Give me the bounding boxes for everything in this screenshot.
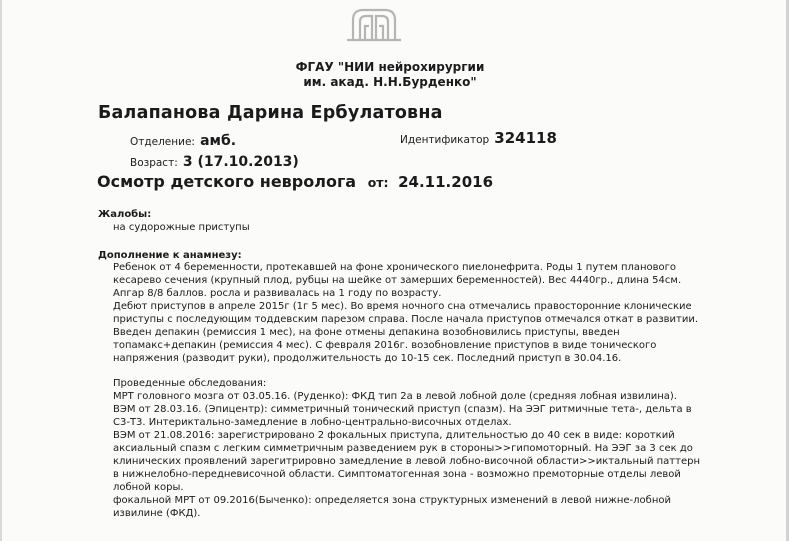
exam-line: ВЭМ от 28.03.16. (Эпицентр): симметричный тонический приступ (спазм). На ЭЭГ ритмичные тета-, дельта в: [113, 404, 692, 415]
age-label: Возраст:: [130, 157, 178, 169]
organization-name-line2: им. акад. Н.Н.Бурденко": [303, 75, 477, 89]
exam-line: в нижнелобно-передневисочной области. Симптоматогенная зона - возможно премоторные отделы левой: [113, 469, 681, 480]
organization-name-line1: ФГАУ "НИИ нейрохирургии: [295, 60, 485, 74]
scan-edge-left: [0, 0, 2, 541]
exam-date-label: от:: [367, 175, 389, 190]
anamnesis-line: Дебют приступов в апреле 2015г (1г 5 мес). Во время ночного сна отмечались правосторонние клонические: [113, 301, 692, 312]
exam-line: лобной коры.: [113, 482, 184, 493]
anamnesis-line: Ребенок от 4 беременности, протекавшей на фоне хронического пиелонефрита. Роды 1 путем планового: [113, 262, 677, 273]
anamnesis-line: топамакс+депакин (ремиссия 4 мес). С февраля 2016г. возобновление приступов в виде тонического: [113, 340, 657, 351]
anamnesis-line: напряжения (разводит руки), продолжительность до 10-15 сек. Последний приступ в 30.04.16.: [113, 353, 622, 364]
identifier-label: Идентификатор: [400, 134, 490, 146]
identifier-value: 324118: [494, 129, 557, 147]
age-value: 3 (17.10.2013): [182, 154, 299, 170]
complaints-text: на судорожные приступы: [113, 222, 250, 233]
exam-title: Осмотр детского невролога: [97, 172, 357, 191]
exam-line: МРТ головного мозга от 03.05.16. (Руденко): ФКД тип 2а в левой лобной доле (средняя лобная извилина).: [113, 391, 677, 402]
department-label: Отделение:: [130, 136, 195, 148]
institute-logo-icon: [343, 6, 405, 42]
identifier-field: [400, 128, 557, 147]
exam-line: аксиальный спазм с легким симметричным разведением рук в стороны>>гипомоторный. На ЭЭГ за 3 сек до: [113, 443, 693, 454]
exam-heading: [97, 172, 493, 191]
department-field: [130, 130, 236, 149]
anamnesis-line: Введен депакин (ремиссия 1 мес), на фоне отмены депакина возобновились приступы, введен: [113, 327, 620, 338]
anamnesis-line: Апгар 8/8 баллов. росла и развивалась на 1 году по возрасту.: [113, 288, 442, 299]
exam-line: клинических проявлений зарегитрировно замедление в левой лобно-височной области>>иктальный паттерн: [113, 456, 700, 467]
exam-line: ВЭМ от 21.08.2016: зарегистрировано 2 фокальных приступа, длительностью до 40 сек в виде: короткий: [113, 430, 675, 441]
exam-line: фокальной МРТ от 09.2016(Быченко): определяется зона структурных изменений в левой нижне-лобной: [113, 495, 671, 506]
department-value: амб.: [200, 133, 237, 149]
patient-name: Балапанова Дарина Ербулатовна: [98, 103, 443, 123]
exam-date: 24.11.2016: [398, 173, 494, 191]
exam-line: извилине (ФКД).: [113, 508, 201, 519]
complaints-title: Жалобы:: [98, 209, 152, 220]
anamnesis-title: Дополнение к анамнезу:: [98, 250, 242, 261]
age-field: [130, 151, 299, 170]
anamnesis-line: кесарево сечения (крупный плод, рубцы на шейке от замерших беременностей). Вес 4440гр., длина 54см.: [113, 275, 682, 286]
anamnesis-line: приступы с последующим тоддевским парезом справа. После начала приступов отмечался откат в развитии.: [113, 314, 699, 325]
exam-line: С3-Т3. Интериктально-замедление в лобно-центрально-височных отделах.: [113, 417, 512, 428]
exams-title: Проведенные обследования:: [113, 378, 267, 389]
